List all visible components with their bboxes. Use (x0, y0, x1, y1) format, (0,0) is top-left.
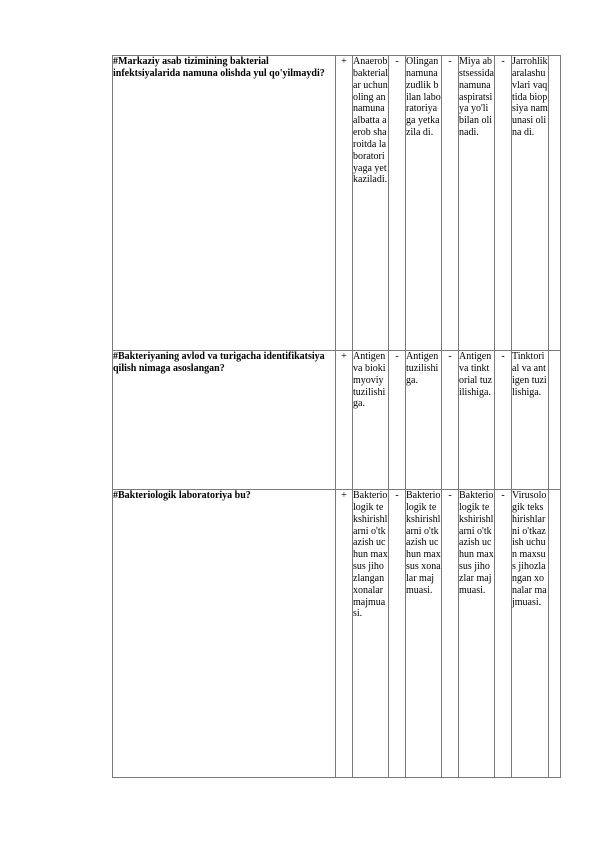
option-mark: + (336, 56, 353, 351)
option-mark: - (495, 351, 512, 490)
option-text: Jarrohlik aralashuvlari vaqtida biopsiya namunasi olina di. (512, 56, 549, 351)
quiz-table (112, 55, 561, 778)
option-text: Antigen va tinktorial tuzilishiga. (459, 351, 495, 490)
option-text: Antigen va biokimyoviy tuzilishiga. (353, 351, 389, 490)
option-mark: - (442, 490, 459, 778)
option-mark: + (336, 490, 353, 778)
option-text: Bakteriologik tekshirishlarni o'tkazish uchun maxsus jihozlar majmuasi. (459, 490, 495, 778)
option-text: Antigen tuzilishiga. (406, 351, 442, 490)
question-text: #Bakteriyaning avlod va turigacha identifikatsiya qilish nimaga asoslangan? (113, 351, 336, 490)
question-row (113, 490, 561, 778)
empty-cell (549, 490, 561, 778)
option-text: Virusologik tekshirishlarni o'tkazish uchun maxsus jihozlangan xonalar majmuasi. (512, 490, 549, 778)
option-mark: - (389, 56, 406, 351)
option-text: Anaerob bakterialar uchun oling an namuna albatta aerob sharoitda laboratoriyaga yetkaziladi. (353, 56, 389, 351)
option-text: Bakteriologik tekshirishlarni o'tkazish uchun maxsus xonalar majmuasi. (406, 490, 442, 778)
option-mark: - (442, 351, 459, 490)
option-text: Olingan namuna zudlik bilan laboratoriyaga yetkazila di. (406, 56, 442, 351)
question-text: #Bakteriologik laboratoriya bu? (113, 490, 336, 778)
question-row (113, 56, 561, 351)
option-mark: - (442, 56, 459, 351)
option-text: Tinktorial va antigen tuzilishiga. (512, 351, 549, 490)
option-text: Bakteriologik tekshirishlarni o'tkazish uchun maxsus jihozlangan xonalar majmuasi. (353, 490, 389, 778)
empty-cell (549, 56, 561, 351)
option-text: Miya abstsessida namuna aspiratsiya yo'li bilan olinadi. (459, 56, 495, 351)
option-mark: - (495, 490, 512, 778)
option-mark: - (389, 351, 406, 490)
option-mark: + (336, 351, 353, 490)
option-mark: - (389, 490, 406, 778)
option-mark: - (495, 56, 512, 351)
empty-cell (549, 351, 561, 490)
question-text: #Markaziy asab tizimining bakterial infektsiyalarida namuna olishda yul qo'yilmaydi? (113, 56, 336, 351)
question-row (113, 351, 561, 490)
